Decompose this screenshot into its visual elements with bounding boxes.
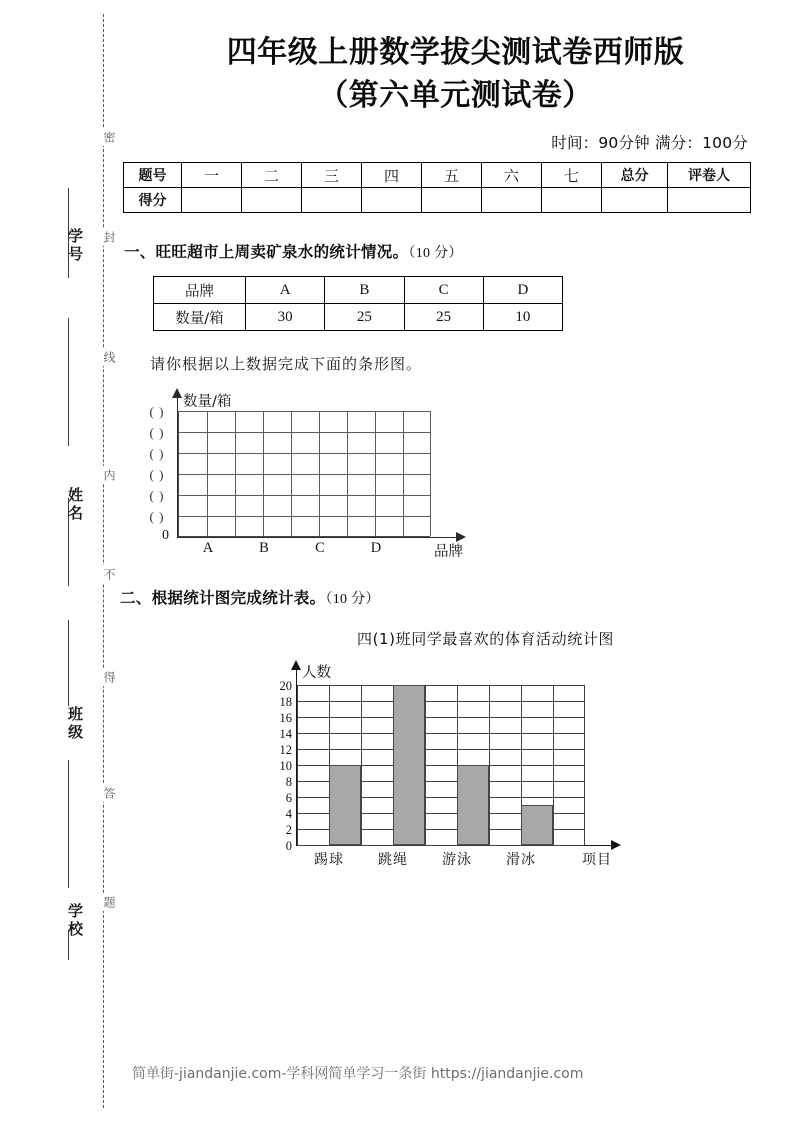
chart1-x-axis-label: 品牌 — [434, 544, 463, 561]
quantity-table-row-header: 数量/箱 — [154, 304, 246, 331]
margin-rule-5 — [68, 760, 69, 888]
chart2-xtick-youyong: 游泳 — [442, 852, 472, 869]
score-col-2: 二 — [242, 163, 302, 188]
margin-label-school: 学校 — [66, 903, 84, 939]
seal-char-bu: 不 — [88, 565, 118, 583]
chart1-xtick-c: C — [315, 540, 325, 557]
seal-char-xian: 线 — [88, 348, 118, 366]
score-cell-3[interactable] — [302, 188, 362, 213]
chart1-y-axis-label: 数量/箱 — [183, 394, 232, 411]
chart2-ytick-14: 14 — [279, 727, 292, 742]
score-cell-6[interactable] — [482, 188, 542, 213]
quantity-cell-a: 30 — [246, 304, 325, 331]
quantity-cell-c: 25 — [404, 304, 483, 331]
seal-char-da: 答 — [88, 784, 118, 802]
seal-char-ti: 题 — [88, 893, 118, 911]
question-2-points: （10 分） — [325, 592, 380, 608]
page-footer: 简单街-jiandanjie.com-学科网简单学习一条街 https://jiandanjie.com — [132, 1066, 584, 1082]
score-table-wrapper — [118, 162, 793, 213]
bar-tiqiu — [329, 765, 361, 845]
score-table — [123, 162, 751, 213]
chart1-xtick-d: D — [370, 540, 382, 557]
brand-cell-b: B — [325, 277, 404, 304]
score-table-row-header-question: 题号 — [124, 163, 182, 188]
sealing-dashed-line — [103, 14, 104, 1108]
chart2-xtick-huabing: 滑冰 — [506, 852, 536, 869]
chart2-ytick-18: 18 — [279, 695, 292, 710]
seal-char-de: 得 — [88, 668, 118, 686]
score-col-5: 五 — [422, 163, 482, 188]
chart1-grid — [178, 411, 430, 537]
table-row-scores — [124, 188, 751, 213]
chart2-x-axis-label: 项目 — [582, 852, 612, 869]
binding-margin — [0, 0, 118, 1122]
question-1-points: （10 分） — [408, 246, 463, 262]
chart2-y-axis-arrow-icon — [291, 660, 301, 670]
chart2-plot-area — [297, 685, 585, 845]
score-cell-marker[interactable] — [668, 188, 751, 213]
seal-char-nei: 内 — [88, 466, 118, 484]
table-row-quantities — [154, 304, 563, 331]
chart1-y-axis-arrow-icon — [172, 388, 182, 398]
chart2-xtick-tiqiu: 踢球 — [314, 852, 344, 869]
chart2-ytick-16: 16 — [279, 711, 292, 726]
score-col-6: 六 — [482, 163, 542, 188]
exam-meta: 时间：90分钟 满分：100分 — [551, 134, 748, 153]
chart2-ytick-12: 12 — [279, 743, 292, 758]
score-col-1: 一 — [182, 163, 242, 188]
table-row-question-numbers — [124, 163, 751, 188]
page-title-line2: （第六单元测试卷） — [318, 77, 593, 113]
chart1-y-blank-5[interactable]: ( ) — [149, 425, 165, 441]
chart2-y-axis-label: 人数 — [302, 665, 331, 682]
chart2-ytick-6: 6 — [285, 791, 292, 806]
score-cell-1[interactable] — [182, 188, 242, 213]
quantity-cell-d: 10 — [483, 304, 562, 331]
score-cell-2[interactable] — [242, 188, 302, 213]
score-col-7: 七 — [542, 163, 602, 188]
chart2-x-axis-arrow-icon — [611, 840, 621, 850]
chart2-ytick-20: 20 — [279, 679, 292, 694]
chart1-y-blank-1[interactable]: ( ) — [149, 509, 165, 525]
brand-cell-c: C — [404, 277, 483, 304]
brand-table-wrapper — [118, 276, 793, 331]
seal-char-mi: 密 — [88, 128, 118, 146]
score-col-marker: 评卷人 — [668, 163, 751, 188]
chart1-y-blank-2[interactable]: ( ) — [149, 488, 165, 504]
score-table-row-header-score: 得分 — [124, 188, 182, 213]
chart1-y-blank-6[interactable]: ( ) — [149, 404, 165, 420]
page-title — [118, 32, 793, 117]
page-title-line1: 四年级上册数学拔尖测试卷西师版 — [226, 35, 685, 70]
score-cell-4[interactable] — [362, 188, 422, 213]
score-col-total: 总分 — [602, 163, 668, 188]
question-1-heading — [118, 240, 793, 262]
brand-data-table — [153, 276, 563, 331]
chart1-y-blank-4[interactable]: ( ) — [149, 446, 165, 462]
question-2-heading — [118, 586, 793, 608]
table-row-brands — [154, 277, 563, 304]
chart2-ytick-2: 2 — [285, 823, 292, 838]
margin-label-student-id: 学号 — [66, 228, 84, 264]
sports-bar-chart[interactable] — [266, 661, 626, 879]
blank-bar-chart[interactable] — [138, 390, 468, 562]
chart2-ytick-8: 8 — [285, 775, 292, 790]
margin-rule-2 — [68, 318, 69, 446]
chart1-xtick-b: B — [259, 540, 269, 557]
chart2-ytick-0: 0 — [285, 839, 292, 854]
question-1-text: 一、旺旺超市上周卖矿泉水的统计情况。 — [124, 243, 409, 262]
chart2-title: 四(1)班同学最喜欢的体育活动统计图 — [356, 630, 615, 649]
chart1-xtick-a: A — [202, 540, 214, 557]
brand-cell-a: A — [246, 277, 325, 304]
chart2-ytick-10: 10 — [279, 759, 292, 774]
margin-label-class: 班级 — [66, 706, 84, 742]
seal-char-feng: 封 — [88, 228, 118, 246]
score-cell-5[interactable] — [422, 188, 482, 213]
bar-tiaosheng — [393, 685, 425, 845]
margin-label-name: 姓名 — [66, 487, 84, 523]
score-cell-7[interactable] — [542, 188, 602, 213]
quantity-cell-b: 25 — [325, 304, 404, 331]
score-col-3: 三 — [302, 163, 362, 188]
chart1-origin-label: 0 — [162, 528, 169, 544]
bar-youyong — [457, 765, 489, 845]
bar-huabing — [521, 805, 553, 845]
chart1-x-axis-line — [177, 537, 459, 538]
question-1-prompt: 请你根据以上数据完成下面的条形图。 — [150, 357, 423, 374]
brand-cell-d: D — [483, 277, 562, 304]
chart2-xtick-tiaosheng: 跳绳 — [378, 852, 408, 869]
brand-table-row-header: 品牌 — [154, 277, 246, 304]
exam-page-body — [118, 0, 793, 1122]
margin-rule-4 — [68, 620, 69, 706]
chart2-ytick-4: 4 — [285, 807, 292, 822]
question-2-text: 二、根据统计图完成统计表。 — [120, 589, 326, 608]
chart1-y-blank-3[interactable]: ( ) — [149, 467, 165, 483]
score-cell-total[interactable] — [602, 188, 668, 213]
score-col-4: 四 — [362, 163, 422, 188]
